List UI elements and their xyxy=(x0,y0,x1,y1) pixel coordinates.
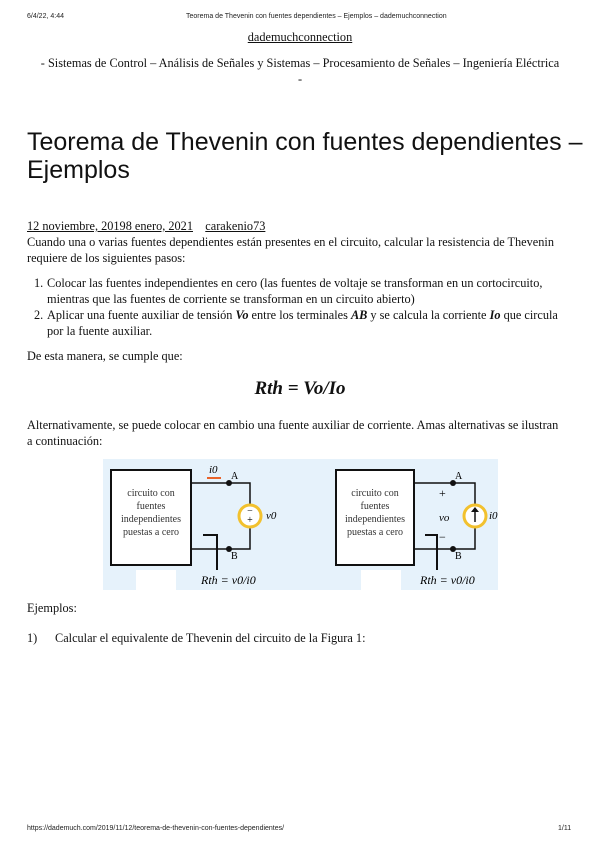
svg-text:vo: vo xyxy=(439,512,450,524)
svg-text:A: A xyxy=(455,471,463,482)
svg-text:fuentes: fuentes xyxy=(136,501,166,512)
page-title: Teorema de Thevenin con fuentes dependientes – Ejemplos xyxy=(27,128,583,184)
svg-text:Rth = v0/i0: Rth = v0/i0 xyxy=(420,573,475,587)
print-page-title: Teorema de Thevenin con fuentes dependientes – Ejemplos – dademuchconnection xyxy=(186,13,447,20)
svg-text:+: + xyxy=(439,486,446,500)
alt-paragraph: Alternativamente, se puede colocar en cambio una fuente auxiliar de corriente. Amas alternativas se ilustran a continuación: xyxy=(27,418,559,448)
svg-text:circuito con: circuito con xyxy=(127,488,175,499)
thevenin-figure xyxy=(103,459,498,590)
svg-text:i0: i0 xyxy=(209,464,218,476)
steps-list xyxy=(34,275,559,339)
svg-text:−: − xyxy=(439,530,446,544)
svg-text:puestas a cero: puestas a cero xyxy=(122,527,180,538)
example-1: 1) Calcular el equivalente de Thevenin del circuito de la Figura 1: xyxy=(27,631,366,645)
svg-text:−: − xyxy=(247,506,253,517)
svg-text:i0: i0 xyxy=(489,510,498,522)
svg-text:Rth = v0/i0: Rth = v0/i0 xyxy=(201,573,256,587)
lead-text: De esta manera, se cumple que: xyxy=(27,349,183,363)
site-categories: - Sistemas de Control – Análisis de Señales y Sistemas – Procesamiento de Señales – Ingeniería Eléctrica - xyxy=(40,56,560,86)
svg-text:A: A xyxy=(231,471,239,482)
svg-text:fuentes: fuentes xyxy=(360,501,390,512)
svg-text:independientes: independientes xyxy=(121,514,181,525)
svg-text:+: + xyxy=(247,515,253,526)
author-link[interactable]: carakenio73 xyxy=(205,219,266,233)
svg-text:v0: v0 xyxy=(266,510,277,522)
post-date-link[interactable]: 12 noviembre, 20198 enero, 2021 xyxy=(27,219,193,233)
svg-text:B: B xyxy=(231,551,238,562)
site-name-link[interactable]: dademuchconnection xyxy=(247,30,353,44)
svg-text:circuito con: circuito con xyxy=(351,488,399,499)
svg-text:B: B xyxy=(455,551,462,562)
resistance-arrow-icon xyxy=(203,535,217,570)
list-item: 2. Aplicar una fuente auxiliar de tensión Vo entre los terminales AB y se calcula la corriente Io que circula por la fuente auxiliar. xyxy=(34,308,558,338)
list-item: 1. Colocar las fuentes independientes en cero (las fuentes de voltaje se transforman en un cortocircuito, mientras que las fuentes de corriente se transforman en un circuito abierto) xyxy=(34,276,543,306)
intro-paragraph: Cuando una o varias fuentes dependientes están presentes en el circuito, calcular la resistencia de Thevenin requiere de los siguientes pasos: xyxy=(27,235,554,265)
examples-label: Ejemplos: xyxy=(27,601,77,615)
svg-text:puestas a cero: puestas a cero xyxy=(346,527,404,538)
print-datetime: 6/4/22, 4:44 xyxy=(27,13,64,20)
print-footer-url: https://dademuch.com/2019/11/12/teorema-de-thevenin-con-fuentes-dependientes/ xyxy=(27,825,285,832)
page-number: 1/11 xyxy=(558,825,572,832)
svg-text:independientes: independientes xyxy=(345,514,405,525)
formula: Rth = Vo/Io xyxy=(254,378,346,399)
